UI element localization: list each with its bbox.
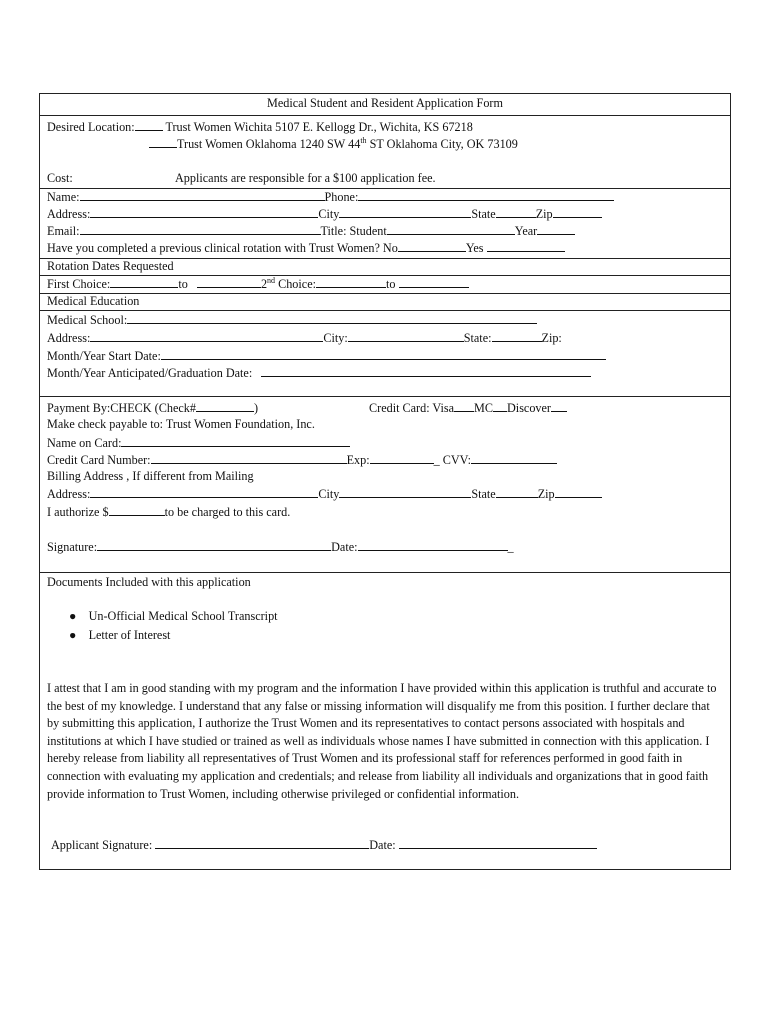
payment-signature-label: Signature: <box>47 540 98 554</box>
oklahoma-location-sup: th <box>360 135 367 145</box>
mc-field[interactable] <box>493 400 507 412</box>
medical-school-label: Medical School: <box>47 313 128 327</box>
education-address-row <box>47 330 562 346</box>
documents-section <box>40 572 730 573</box>
authorize-text: to be charged to this card. <box>164 505 291 519</box>
cvv-label: _ CVV: <box>433 453 471 467</box>
cvv-field[interactable] <box>471 452 557 464</box>
oklahoma-checkbox-line[interactable] <box>149 136 177 148</box>
name-row <box>47 189 614 205</box>
bullet-icon: ● <box>69 609 77 623</box>
previous-rotation-question: Have you completed a previous clinical rotation with Trust Women? No <box>47 241 398 255</box>
medical-school-row <box>47 312 537 328</box>
billing-address-field[interactable] <box>90 486 318 498</box>
document-item-label: Un-Official Medical School Transcript <box>88 609 278 623</box>
application-form <box>39 93 731 870</box>
billing-address-note: Billing Address , If different from Mailing <box>47 469 254 483</box>
payment-signature-field[interactable] <box>97 539 331 551</box>
check-payable: Make check payable to: Trust Women Foundation, Inc. <box>47 417 315 431</box>
payment-date-field[interactable] <box>358 539 508 551</box>
payment-by-close: ) <box>253 401 259 415</box>
authorize-row <box>47 504 290 520</box>
desired-location-label: Desired Location: <box>47 120 135 134</box>
year-label: Year <box>514 224 538 238</box>
second-choice-sup: nd <box>267 275 276 285</box>
discover-field[interactable] <box>551 400 567 412</box>
name-on-card-label: Name on Card: <box>47 436 122 450</box>
graduation-date-label: Month/Year Anticipated/Graduation Date: <box>47 366 253 380</box>
billing-address-row <box>47 486 602 502</box>
applicant-signature-row <box>51 837 597 853</box>
graduation-date-field[interactable] <box>261 365 591 377</box>
name-field[interactable] <box>80 189 325 201</box>
payment-signature-row <box>47 539 514 555</box>
bullet-icon: ● <box>69 628 77 642</box>
title-label: Title: Student <box>320 224 387 238</box>
card-discover-label: Discover <box>507 401 551 415</box>
first-choice-end-field[interactable] <box>197 276 261 288</box>
title-field[interactable] <box>387 223 515 235</box>
rotation-choices-row <box>47 276 469 292</box>
applicant-date-label: Date: <box>369 838 396 852</box>
email-row <box>47 223 575 239</box>
education-state-field[interactable] <box>492 330 542 342</box>
education-section <box>40 293 730 294</box>
card-visa-label: Credit Card: Visa <box>369 401 455 415</box>
location-section <box>40 115 730 116</box>
document-item-transcript <box>69 609 278 624</box>
email-field[interactable] <box>80 223 321 235</box>
no-field[interactable] <box>398 240 466 252</box>
phone-label: Phone: <box>324 190 359 204</box>
card-mc-label: MC <box>474 401 493 415</box>
exp-field[interactable] <box>370 452 434 464</box>
name-on-card-field[interactable] <box>121 435 350 447</box>
document-item-label: Letter of Interest <box>88 628 171 642</box>
rotation-question-row <box>47 240 565 256</box>
education-state-label: State: <box>463 331 492 345</box>
start-date-row <box>47 348 606 364</box>
payment-by-label: Payment By:CHECK (Check# <box>47 401 196 415</box>
location-row-oklahoma <box>149 136 518 152</box>
card-number-row <box>47 452 557 468</box>
billing-city-label: City <box>318 487 340 501</box>
location-row-wichita <box>47 119 473 135</box>
card-number-label: Credit Card Number: <box>47 453 151 467</box>
medical-school-field[interactable] <box>127 312 537 324</box>
payment-date-label: Date: <box>331 540 358 554</box>
education-city-field[interactable] <box>348 330 464 342</box>
billing-zip-label: Zip <box>537 487 555 501</box>
cost-text: Applicants are responsible for a $100 application fee. <box>175 171 436 185</box>
graduation-date-row <box>47 365 591 381</box>
city-field[interactable] <box>339 206 471 218</box>
state-label: State <box>471 207 496 221</box>
education-divider <box>40 310 730 311</box>
state-field[interactable] <box>496 206 536 218</box>
authorize-label: I authorize $ <box>47 505 109 519</box>
second-choice-start-field[interactable] <box>316 276 386 288</box>
payment-section <box>40 396 730 397</box>
payment-by-row <box>47 400 258 416</box>
second-choice-to: to <box>386 277 396 291</box>
card-type-row <box>369 400 567 416</box>
name-on-card-row <box>47 435 350 451</box>
name-label: Name: <box>47 190 80 204</box>
oklahoma-location-post: ST Oklahoma City, OK 73109 <box>366 137 518 151</box>
billing-city-field[interactable] <box>339 486 471 498</box>
first-choice-to: to <box>178 277 188 291</box>
check-number-field[interactable] <box>196 400 254 412</box>
first-choice-start-field[interactable] <box>110 276 178 288</box>
address-label: Address: <box>47 207 91 221</box>
phone-field[interactable] <box>358 189 614 201</box>
wichita-location: Trust Women Wichita 5107 E. Kellogg Dr., Wichita, KS 67218 <box>165 120 473 134</box>
attestation-paragraph: I attest that I am in good standing with my program and the information I have provided within this application is truthful and accurate to the best of my knowledge. I understand that any false or missing information will disqualify me from this position. I further declare that by submitting this application, I authorize the Trust Women and its representatives to contact persons associated with hospitals and institutions at which I have studied or trained as well as individuals whose names I have submitted in connection with this application. I hereby release from liability all representatives of Trust Women and its professional staff for references performed in good faith in connection with evaluating my application and credentials; and release from liability all individuals and organizations that in good faith provide information to Trust Women, including otherwise privileged or confidential information. <box>47 681 717 801</box>
education-header: Medical Education <box>47 294 140 308</box>
address-field[interactable] <box>90 206 318 218</box>
billing-state-field[interactable] <box>496 486 538 498</box>
zip-label: Zip <box>535 207 553 221</box>
start-date-field[interactable] <box>161 348 606 360</box>
second-choice-label: Choice: <box>275 277 316 291</box>
payment-date-tail: _ <box>507 540 514 554</box>
email-label: Email: <box>47 224 80 238</box>
visa-field[interactable] <box>454 400 474 412</box>
education-zip-label: Zip: <box>541 331 562 345</box>
applicant-signature-label: Applicant Signature: <box>51 838 153 852</box>
card-number-field[interactable] <box>151 452 347 464</box>
education-city-label: City: <box>323 331 348 345</box>
second-choice-pre: 2 <box>260 277 268 291</box>
applicant-date-field[interactable] <box>399 837 597 849</box>
education-address-field[interactable] <box>90 330 323 342</box>
second-choice-end-field[interactable] <box>399 276 469 288</box>
exp-label: Exp: <box>346 453 370 467</box>
billing-state-label: State <box>471 487 496 501</box>
yes-field[interactable] <box>487 240 565 252</box>
form-title: Medical Student and Resident Application Form <box>267 96 503 110</box>
zip-field[interactable] <box>553 206 602 218</box>
billing-address-label: Address: <box>47 487 91 501</box>
first-choice-label: First Choice: <box>47 277 111 291</box>
oklahoma-location-pre: Trust Women Oklahoma 1240 SW 44 <box>177 137 361 151</box>
applicant-signature-field[interactable] <box>155 837 369 849</box>
rotation-header: Rotation Dates Requested <box>47 259 174 273</box>
documents-header: Documents Included with this application <box>47 575 251 589</box>
wichita-checkbox-line[interactable] <box>135 119 163 131</box>
address-row <box>47 206 602 222</box>
year-field[interactable] <box>537 223 575 235</box>
document-item-letter <box>69 628 170 643</box>
start-date-label: Month/Year Start Date: <box>47 349 161 363</box>
cost-label: Cost: <box>47 171 73 185</box>
authorize-amount-field[interactable] <box>109 504 165 516</box>
city-label: City <box>318 207 340 221</box>
education-address-label: Address: <box>47 331 91 345</box>
billing-zip-field[interactable] <box>555 486 602 498</box>
yes-label: Yes <box>465 241 484 255</box>
